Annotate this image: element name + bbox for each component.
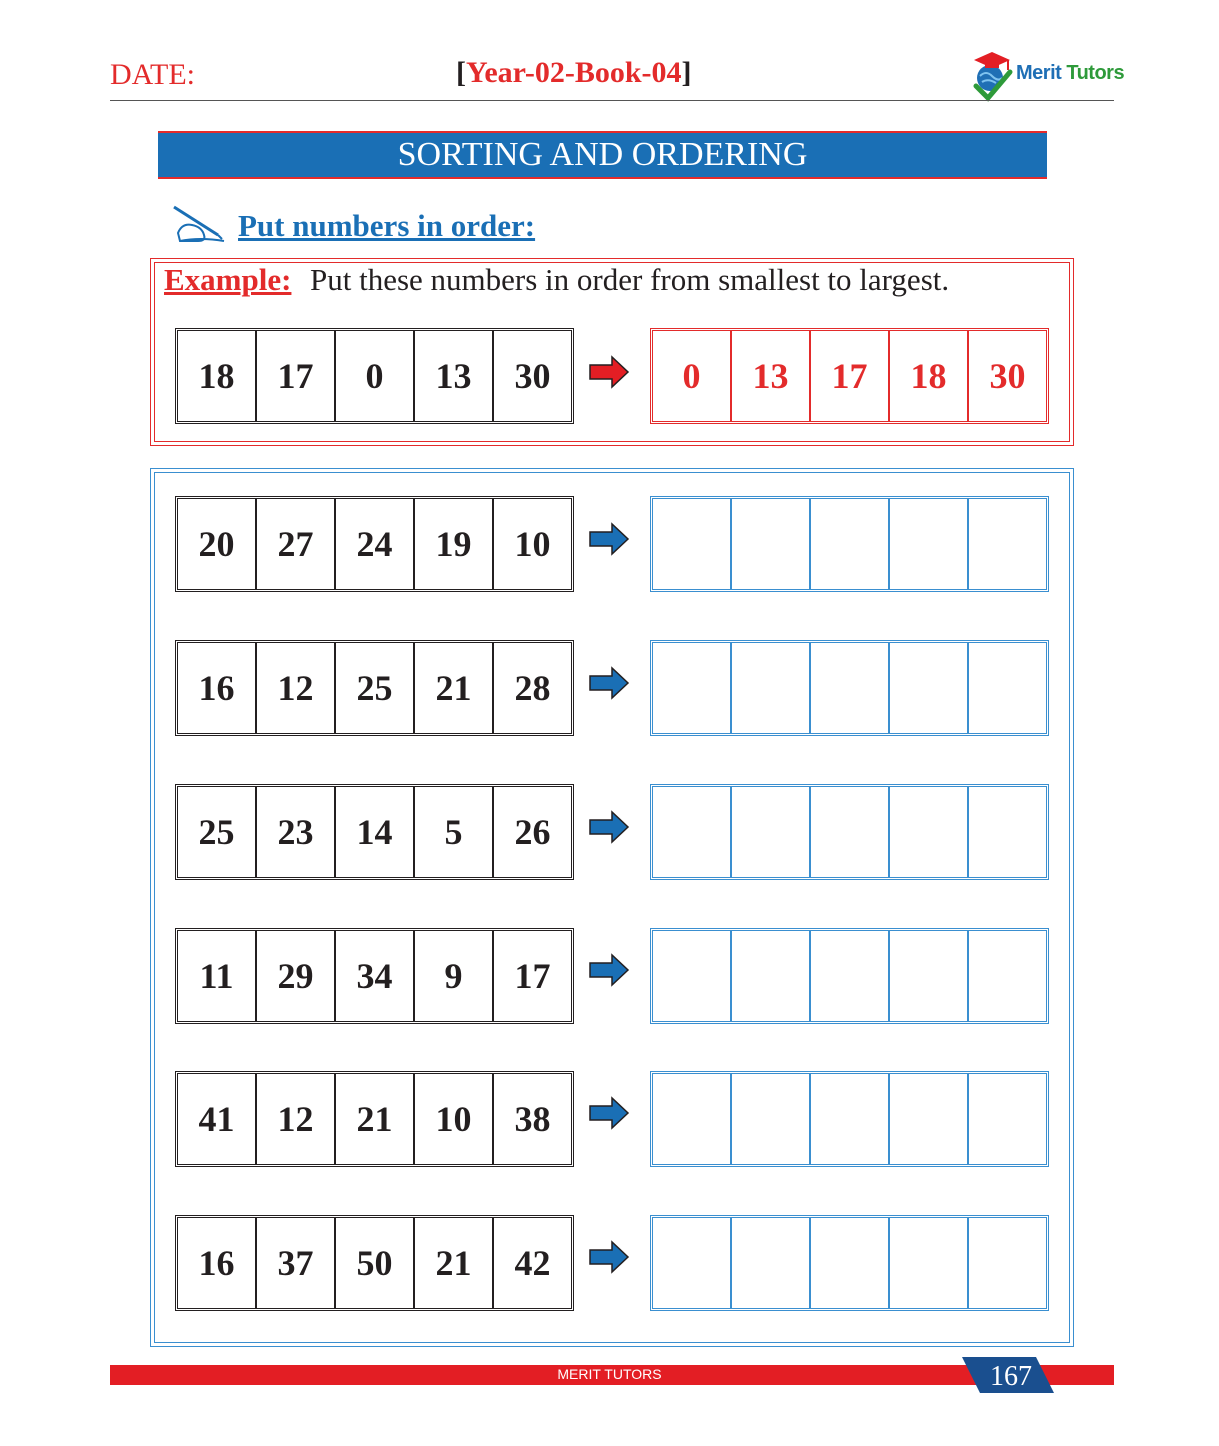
answer-box[interactable] <box>889 642 968 734</box>
number-cell: 21 <box>335 1073 414 1165</box>
graduation-globe-logo-icon <box>970 46 1016 102</box>
book-code: [Year-02-Book-04] <box>456 56 692 89</box>
number-cell: 38 <box>493 1073 572 1165</box>
number-cell: 16 <box>177 642 256 734</box>
exercise-answer-row <box>650 640 1049 736</box>
right-arrow-icon <box>588 953 630 987</box>
number-cell: 20 <box>177 498 256 590</box>
answer-box[interactable] <box>810 1073 889 1165</box>
answer-cell: 0 <box>652 330 731 422</box>
answer-box[interactable] <box>889 1217 968 1309</box>
number-cell: 28 <box>493 642 572 734</box>
page-title: SORTING AND ORDERING <box>158 131 1047 179</box>
footer-brand: MERIT TUTORS <box>557 1366 662 1382</box>
right-arrow-icon <box>588 355 630 389</box>
number-cell: 17 <box>493 930 572 1022</box>
number-cell: 10 <box>414 1073 493 1165</box>
number-cell: 12 <box>256 1073 335 1165</box>
exercise-given-row <box>175 784 574 880</box>
number-cell: 9 <box>414 930 493 1022</box>
example-text: Put these numbers in order from smallest to largest. <box>310 262 950 297</box>
answer-box[interactable] <box>652 786 731 878</box>
answer-box[interactable] <box>652 1217 731 1309</box>
number-cell: 5 <box>414 786 493 878</box>
number-cell: 21 <box>414 1217 493 1309</box>
number-cell: 50 <box>335 1217 414 1309</box>
number-cell: 13 <box>414 330 493 422</box>
exercise-given-row <box>175 1071 574 1167</box>
exercise-answer-row <box>650 784 1049 880</box>
answer-box[interactable] <box>968 930 1047 1022</box>
answer-box[interactable] <box>731 498 810 590</box>
number-cell: 29 <box>256 930 335 1022</box>
number-cell: 21 <box>414 642 493 734</box>
number-cell: 27 <box>256 498 335 590</box>
answer-cell: 13 <box>731 330 810 422</box>
answer-box[interactable] <box>968 642 1047 734</box>
answer-box[interactable] <box>968 1217 1047 1309</box>
answer-box[interactable] <box>810 498 889 590</box>
right-arrow-icon <box>588 522 630 556</box>
right-arrow-icon <box>588 1096 630 1130</box>
answer-box[interactable] <box>652 642 731 734</box>
answer-cell: 30 <box>968 330 1047 422</box>
answer-box[interactable] <box>889 786 968 878</box>
number-cell: 14 <box>335 786 414 878</box>
exercise-answer-row <box>650 1215 1049 1311</box>
number-cell: 42 <box>493 1217 572 1309</box>
logo-text: Merit Tutors <box>1016 62 1125 84</box>
exercise-answer-row <box>650 928 1049 1024</box>
example-label: Example: <box>164 262 292 297</box>
answer-box[interactable] <box>889 930 968 1022</box>
date-label: DATE: <box>110 58 195 91</box>
number-cell: 11 <box>177 930 256 1022</box>
right-arrow-icon <box>588 1240 630 1274</box>
answer-box[interactable] <box>731 1073 810 1165</box>
right-arrow-icon <box>588 810 630 844</box>
right-arrow-icon <box>588 666 630 700</box>
number-cell: 17 <box>256 330 335 422</box>
exercise-given-row <box>175 928 574 1024</box>
number-cell: 26 <box>493 786 572 878</box>
number-cell: 41 <box>177 1073 256 1165</box>
answer-cell: 17 <box>810 330 889 422</box>
number-cell: 34 <box>335 930 414 1022</box>
number-cell: 37 <box>256 1217 335 1309</box>
page-number: 167 <box>990 1361 1032 1392</box>
answer-box[interactable] <box>968 786 1047 878</box>
answer-box[interactable] <box>810 786 889 878</box>
answer-box[interactable] <box>731 930 810 1022</box>
answer-box[interactable] <box>652 1073 731 1165</box>
answer-box[interactable] <box>731 642 810 734</box>
example-given-row <box>175 328 574 424</box>
example-answer-row <box>650 328 1049 424</box>
exercise-answer-row <box>650 1071 1049 1167</box>
answer-box[interactable] <box>889 1073 968 1165</box>
answer-box[interactable] <box>731 786 810 878</box>
number-cell: 0 <box>335 330 414 422</box>
answer-box[interactable] <box>652 498 731 590</box>
merit-tutors-logo <box>970 46 1125 102</box>
number-cell: 23 <box>256 786 335 878</box>
exercise-given-row <box>175 1215 574 1311</box>
pencil-writing-icon <box>172 203 230 245</box>
number-cell: 12 <box>256 642 335 734</box>
number-cell: 19 <box>414 498 493 590</box>
instruction-heading: Put numbers in order: <box>238 208 536 243</box>
header-divider <box>110 100 1114 101</box>
answer-box[interactable] <box>810 930 889 1022</box>
exercise-given-row <box>175 496 574 592</box>
exercise-answer-row <box>650 496 1049 592</box>
number-cell: 25 <box>177 786 256 878</box>
number-cell: 24 <box>335 498 414 590</box>
answer-box[interactable] <box>968 498 1047 590</box>
answer-box[interactable] <box>731 1217 810 1309</box>
answer-cell: 18 <box>889 330 968 422</box>
number-cell: 25 <box>335 642 414 734</box>
answer-box[interactable] <box>889 498 968 590</box>
number-cell: 10 <box>493 498 572 590</box>
answer-box[interactable] <box>810 1217 889 1309</box>
number-cell: 18 <box>177 330 256 422</box>
answer-box[interactable] <box>652 930 731 1022</box>
exercise-given-row <box>175 640 574 736</box>
answer-box[interactable] <box>968 1073 1047 1165</box>
answer-box[interactable] <box>810 642 889 734</box>
number-cell: 30 <box>493 330 572 422</box>
number-cell: 16 <box>177 1217 256 1309</box>
